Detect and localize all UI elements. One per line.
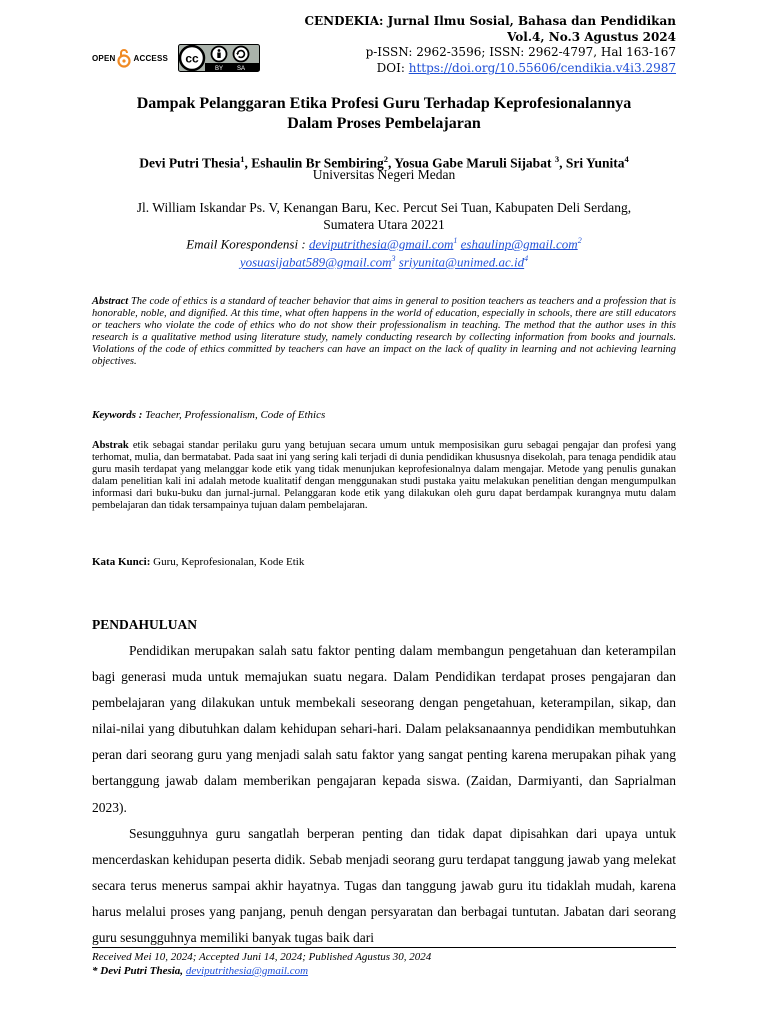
abstract-indonesian-text: etik sebagai standar perilaku guru yang betujuan secara umum untuk memposisikan guru sebagai pengajar dan profesi yang terhomat, mulia, dan bermatabat. Pada saat ini yang sering kali terjadi di dunia pendidikan khususnya disekolah, para tenaga pendidik atau guru masih terdapat yang melanggar kode etik yang tidak menunjukan keprofesionalnya dalam mengajar. Metode yang penulis gunakan dalam penelitian kali ini adalah metode kualitatif dengan menggunakan studi pustaka yaitu melakukan penelitian dengan mengumpulkan informasi dari buku-buku dan jurnal-jurnal. Pelanggaran kode etik yang dilakukan oleh guru dapat berdampak kurangnya mutu dalam pembelajaran dan tidak tersampainya tujuan dalam pembelajaran. (92, 440, 676, 512)
address (92, 200, 676, 233)
keywords-indonesian-label: Kata Kunci: (92, 556, 151, 568)
body-text (92, 638, 676, 951)
paper-title-line1: Dampak Pelanggaran Etika Profesi Guru Terhadap Keprofesionalannya (136, 95, 632, 112)
journal-doi (304, 61, 676, 77)
doi-label: DOI: (376, 60, 405, 75)
journal-volume: Vol.4, No.3 Agustus 2024 (507, 29, 676, 44)
cc-by-label: BY (215, 65, 224, 72)
open-access-lock-icon (117, 48, 131, 68)
keywords-indonesian (92, 556, 676, 569)
abstract-english-label: Abstract (92, 296, 129, 307)
body-paragraph: Sesungguhnya guru sangatlah berperan penting dan tidak dapat dipisahkan dari upaya untuk mencerdaskan kehidupan peserta didik. Sebab menjadi seorang guru terdapat tanggung jawab yang melekat secara terus menerus sampai akhir hayatnya. Tugas dan tanggung jawab guru itu tidaklah mudah, karena harus melalui proses yang panjang, penuh dengan persyaratan dan berbagai tuntutan. Jabatan dari seorang guru sesungguhnya memiliki banyak tugas baik dari (92, 825, 676, 946)
keywords-english (92, 409, 676, 422)
email-line2 (92, 251, 676, 269)
email-number: 3 (391, 254, 396, 264)
journal-issn: p-ISSN: 2962-3596; ISSN: 2962-4797, Hal 163-167 (365, 45, 676, 59)
author-separator: , (244, 155, 252, 171)
footer-corresponding (92, 964, 676, 978)
open-access-right-text: ACCESS (133, 53, 169, 63)
author-affiliation-number: 1 (240, 154, 245, 164)
corresponding-author: * Devi Putri Thesia, (92, 965, 184, 977)
email-link[interactable]: yosuasijabat589@gmail.com (239, 254, 392, 270)
author-affiliation-number: 4 (624, 154, 629, 164)
author-separator: , (559, 155, 566, 171)
section-heading: PENDAHULUAN (92, 617, 198, 632)
journal-header (92, 14, 676, 84)
author-separator: , (388, 155, 395, 171)
journal-info (304, 14, 676, 76)
author-name: Sri Yunita (565, 155, 625, 171)
open-access-left-text: OPEN (92, 53, 116, 63)
cc-sa-label: SA (237, 65, 246, 72)
email-link[interactable]: sriyunita@unimed.ac.id (398, 254, 525, 270)
license-logos (92, 44, 260, 72)
email-link[interactable]: eshaulinp@gmail.com (460, 236, 578, 252)
footer-divider (92, 947, 676, 948)
svg-text:cc: cc (185, 51, 199, 66)
email-number: 1 (453, 236, 458, 245)
author-name: Eshaulin Br Sembiring (251, 155, 384, 171)
author-name: Yosua Gabe Maruli Sijabat (394, 155, 555, 171)
university: Universitas Negeri Medan (312, 167, 456, 182)
email-number: 2 (577, 236, 582, 245)
author-affiliation-number: 2 (383, 154, 389, 164)
corresponding-email-link[interactable]: deviputrithesia@gmail.com (185, 965, 309, 977)
email-label: Email Korespondensi : (186, 236, 309, 252)
correspondence-emails (92, 233, 676, 270)
abstract-english (92, 296, 676, 369)
keywords-english-text: Teacher, Professionalism, Code of Ethics (142, 409, 326, 421)
address-line2: Sumatera Utara 20221 (323, 216, 445, 232)
abstract-english-text: The code of ethics is a standard of teacher behavior that aims in general to position teachers as teachers and a profession that is honorable, noble, and dignified. At this time, what often happens in the world of education, especially in schools, there are still educators or teachers who violate the code of ethics who do not show their professionalism in teaching. The method that the author uses in this research is a qualitative method using literature study, namely conducting research by collecting information from books and journals. Violations of the code of ethics committed by teachers can have an impact on the lack of quality in learning and not achieving learning objectives. (92, 296, 676, 368)
journal-name: CENDEKIA: Jurnal Ilmu Sosial, Bahasa dan Pendidikan (304, 14, 676, 28)
keywords-english-label: Keywords : (92, 409, 143, 421)
author-name: Devi Putri Thesia (139, 155, 241, 171)
footer-dates: Received Mei 10, 2024; Accepted Juni 14, 2024; Published Agustus 30, 2024 (92, 951, 432, 963)
body-paragraph: Pendidikan merupakan salah satu faktor penting dalam membangun pengetahuan dan keterampilan bagi generasi muda untuk memajukan suatu negara. Dalam Pendidikan terdapat proses pengajaran dan pembelajaran yang dilakukan untuk membekali seseorang dengan pengetahuan, keterampilan, sikap, dan nilai-nilai yang dibutuhkan dalam kehidupan sehari-hari. Dalam pelaksanaannya pendidikan membutuhkan peran dari seorang guru yang menjadi salah satu faktor yang sangat penting karena merupakan pihak yang bertanggung jawab dalam memberikan pengajaran kepada siswa. (Zaidan, Darmiyanti, dan Saprialman 2023). (92, 643, 676, 815)
doi-link[interactable]: https://doi.org/10.55606/cendikia.v4i3.2987 (408, 60, 676, 75)
abstract-indonesian (92, 440, 676, 513)
author-affiliation-number: 3 (554, 154, 560, 164)
creative-commons-by-sa-icon (178, 44, 260, 72)
email-number: 4 (524, 254, 529, 264)
page-footer (92, 950, 676, 978)
paper-title-line2: Dalam Proses Pembelajaran (287, 115, 481, 132)
paper-title (92, 94, 676, 134)
email-link[interactable]: deviputrithesia@gmail.com (308, 236, 454, 252)
abstract-indonesian-label: Abstrak (92, 440, 129, 451)
address-line1: Jl. William Iskandar Ps. V, Kenangan Baru, Kec. Percut Sei Tuan, Kabupaten Deli Serdang, (136, 200, 632, 215)
open-access-logo (92, 48, 168, 68)
email-line1 (92, 233, 676, 251)
keywords-indonesian-text: Guru, Keprofesionalan, Kode Etik (150, 556, 305, 568)
